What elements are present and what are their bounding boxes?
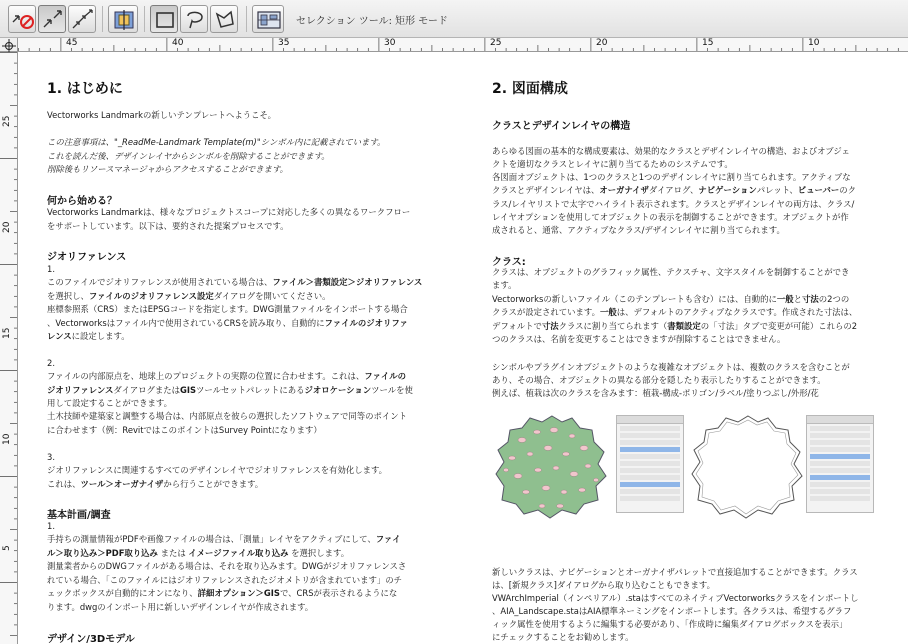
- list-number: 2.: [47, 358, 55, 368]
- body-line: に合わせます（例：RevitではこのポイントはSurvey Pointになります）: [47, 425, 322, 435]
- class-heading: クラス:: [492, 257, 526, 268]
- body-line: クトを適切なクラスとレイヤに割り当てるためのシステムです。: [492, 159, 733, 169]
- body-line: 、Vectorworksはファイル内で使用されているCRSを読み取り、自動的にファイルのジオリファ: [47, 318, 408, 328]
- vertical-ruler[interactable]: [0, 52, 18, 644]
- body-line: このファイルでジオリファレンスが使用されている場合は、ファイル＞書類設定＞ジオリファレンス: [47, 277, 423, 287]
- body-line: ラス/レイヤリストで太字でハイライト表示されます。クラスとデザインレイヤの両方は、クラス/: [492, 199, 855, 209]
- body-line: レイヤオプションを使用してオブジェクトの表示を制御することができます。オブジェクトが作: [492, 212, 849, 222]
- body-line: クラスは、オブジェクトのグラフィック属性、テクスチャ、文字スタイルを制御することができ: [492, 267, 850, 277]
- class-settings-panel: [806, 415, 874, 513]
- body-line: 、AIA_Landscape.staはAIA標準ネーミングをインポートします。各クラスは、希望するグラフ: [492, 606, 852, 616]
- body-line: ィック属性を使用するように編集する必要があり、「作成時に編集ダイアログボックスを表示」: [492, 619, 848, 629]
- plant-with-fill-image: [492, 410, 612, 520]
- ruler-label: 5: [2, 545, 12, 551]
- unlock-mode-button[interactable]: [8, 5, 36, 33]
- body-line: ジオリファレンスに関連するすべてのデザインレイヤでジオリファレンスを有効化します。: [47, 465, 388, 475]
- body-line: あらゆる図面の基本的な構成要素は、効果的なクラスとデザインレイヤの構造、およびオブジェ: [492, 146, 850, 156]
- body-line: クラスが設定されています。一般は、デフォルトのアクティブなクラスです。作成された寸法は、: [492, 307, 858, 317]
- body-line: ファイルの内部原点を、地球上のプロジェクトの実際の位置に合わせます。これは、ファイルの: [47, 371, 406, 381]
- class-example-figures: [492, 410, 906, 520]
- preferences-button[interactable]: [252, 5, 284, 33]
- ruler-label: 30: [384, 38, 396, 48]
- body-line: VWArchImperial（インペリアル）.staはすべてのネイティブVectorworksクラスをインポートし: [492, 593, 859, 603]
- mode-label: セレクション ツール: 矩形 モード: [296, 16, 448, 27]
- ruler-label: 15: [702, 38, 714, 48]
- body-line: 座標参照系（CRS）またはEPSGコードを指定します。DWG測量ファイルをインポートする場合: [47, 304, 408, 314]
- ruler-label: 20: [2, 221, 12, 233]
- geo-heading: ジオリファレンス: [47, 252, 127, 263]
- body-line: を選択し、ファイルのジオリファレンス設定ダイアログを開いてください。: [47, 291, 331, 301]
- section-title: 2. 図面構成: [492, 81, 568, 97]
- body-line: ります。dwgのインポート用に新しいデザインレイヤが作成されます。: [47, 602, 314, 612]
- drawing-canvas[interactable]: [18, 52, 908, 644]
- body-line: これは、ツール＞オーガナイザから行うことができます。: [47, 479, 264, 489]
- list-number: 1.: [47, 264, 55, 274]
- body-line: あり、その場合、オブジェクトの異なる部分を隠したり表示したりすることができます。: [492, 375, 826, 385]
- polygon-mode-button[interactable]: [210, 5, 238, 33]
- body-line: ます。: [492, 280, 517, 290]
- body-line: Vectorworksの新しいファイル（このテンプレートも含む）には、自動的に一般と寸法の2つの: [492, 294, 850, 304]
- body-line: 新しいクラスは、ナビゲーションとオーガナイザパレットで直接追加することができます。クラス: [492, 567, 858, 577]
- section-title: 1. はじめに: [47, 81, 123, 97]
- body-line: は、[新規クラス]ダイアログから取り込むこともできます。: [492, 580, 715, 590]
- note-line: 削除後もリソースマネージャからアクセスすることができます。: [47, 164, 289, 174]
- body-line: デフォルトで寸法クラスに割り当てられます（書類設定の「寸法」タブで変更が可能）これらの2: [492, 321, 858, 331]
- multi-select-mode-button[interactable]: [68, 5, 96, 33]
- multi-arrows-icon: [69, 6, 97, 34]
- body-line: 用して設定することができます。: [47, 398, 172, 408]
- horizontal-ruler[interactable]: [18, 38, 908, 52]
- body-line: ル＞取り込み＞PDF取り込み または イメージファイル取り込み を選択します。: [47, 548, 350, 558]
- snap-mode-button[interactable]: [108, 5, 138, 33]
- body-line: 成されると、通常、アクティブなクラス/デザインレイヤに割り当てられます。: [492, 225, 785, 235]
- note-line: この注意事項は、"_ReadMe-Landmark Template(m)"シンボル内に記載されています。: [47, 137, 386, 147]
- body-line: 測量業者からのDWGファイルがある場合は、それを取り込みます。DWGがジオリファレンスさ: [47, 561, 407, 571]
- start-heading: 何から始める？: [47, 196, 117, 207]
- body-line: Vectorworks Landmarkは、様々なプロジェクトスコープに対応した多くの異なるワークフロー: [47, 207, 411, 217]
- ruler-label: 20: [596, 38, 608, 48]
- body-line: 例えば、植栽は次のクラスを含みます：植栽-構成-ポリゴン/ラベル/塗りつぶし/外形/花: [492, 388, 819, 398]
- no-move-icon: [9, 6, 37, 34]
- settings-panel-icon: [253, 6, 285, 34]
- intro-text: Vectorworks Landmarkの新しいテンプレートへようこそ。: [47, 110, 277, 120]
- body-line: れている場合、「このファイルにはジオリファレンスされたジオメトリが含まれています」のチ: [47, 575, 403, 585]
- ruler-origin[interactable]: [0, 38, 18, 52]
- list-number: 3.: [47, 452, 55, 462]
- body-line: 土木技師や建築家と調整する場合は、内部原点を彼らの選択したソフトウェアで同等のポイント: [47, 411, 408, 421]
- ruler-label: 15: [2, 327, 12, 339]
- rectangle-mode-button[interactable]: [150, 5, 178, 33]
- body-line: クラスとデザインレイヤは、オーガナイザダイアログ、ナビゲーションパレット、ビューバーのク: [492, 185, 856, 195]
- class-settings-panel: [616, 415, 684, 513]
- plan-heading: 基本計画/調査: [47, 510, 111, 521]
- struct-heading: クラスとデザインレイヤの構造: [492, 121, 631, 132]
- rectangle-marquee-icon: [151, 6, 179, 34]
- lasso-icon: [181, 6, 209, 34]
- body-line: をサポートしています。以下は、要約された提案プロセスです。: [47, 221, 289, 231]
- body-line: 手持ちの測量情報がPDFや画像ファイルの場合は、「測量」レイヤをアクティブにして、ファイ: [47, 534, 401, 544]
- plant-outline-image: [688, 410, 808, 520]
- ruler-label: 40: [172, 38, 184, 48]
- polygon-marquee-icon: [211, 6, 239, 34]
- snap-grid-icon: [109, 6, 139, 34]
- body-line: 各図面オブジェクトは、1つのクラスと1つのデザインレイヤに割り当てられます。アクティブな: [492, 172, 851, 182]
- ruler-label: 25: [490, 38, 502, 48]
- ruler-label: 45: [66, 38, 78, 48]
- ruler-label: 10: [808, 38, 820, 48]
- origin-crosshair-icon: [0, 39, 18, 53]
- body-line: ェックボックスが自動的にオンになり、詳細オプション＞GISで、CRSが表示されるようにな: [47, 588, 398, 598]
- body-line: にチェックすることをお勧めします。: [492, 632, 634, 642]
- lasso-mode-button[interactable]: [180, 5, 208, 33]
- body-line: つのクラスは、名前を変更することはできますが削除することはできません。: [492, 334, 786, 344]
- ruler-label: 35: [278, 38, 290, 48]
- single-arrows-icon: [39, 6, 67, 34]
- note-line: これを読んだ後、デザインレイヤからシンボルを削除することができます。: [47, 151, 330, 161]
- model-heading: デザイン/3Dモデル: [47, 634, 135, 644]
- body-line: レンスに設定します。: [47, 331, 130, 341]
- toolbar: [0, 0, 908, 38]
- body-line: ジオリファレンスダイアログまたはGISツールセットパレットにあるジオロケーションツールを使: [47, 385, 413, 395]
- single-select-mode-button[interactable]: [38, 5, 66, 33]
- body-line: シンボルやプラグインオブジェクトのような複雑なオブジェクトは、複数のクラスを含むことが: [492, 362, 850, 372]
- ruler-label: 25: [2, 115, 12, 127]
- ruler-label: 10: [2, 433, 12, 445]
- list-number: 1.: [47, 521, 55, 531]
